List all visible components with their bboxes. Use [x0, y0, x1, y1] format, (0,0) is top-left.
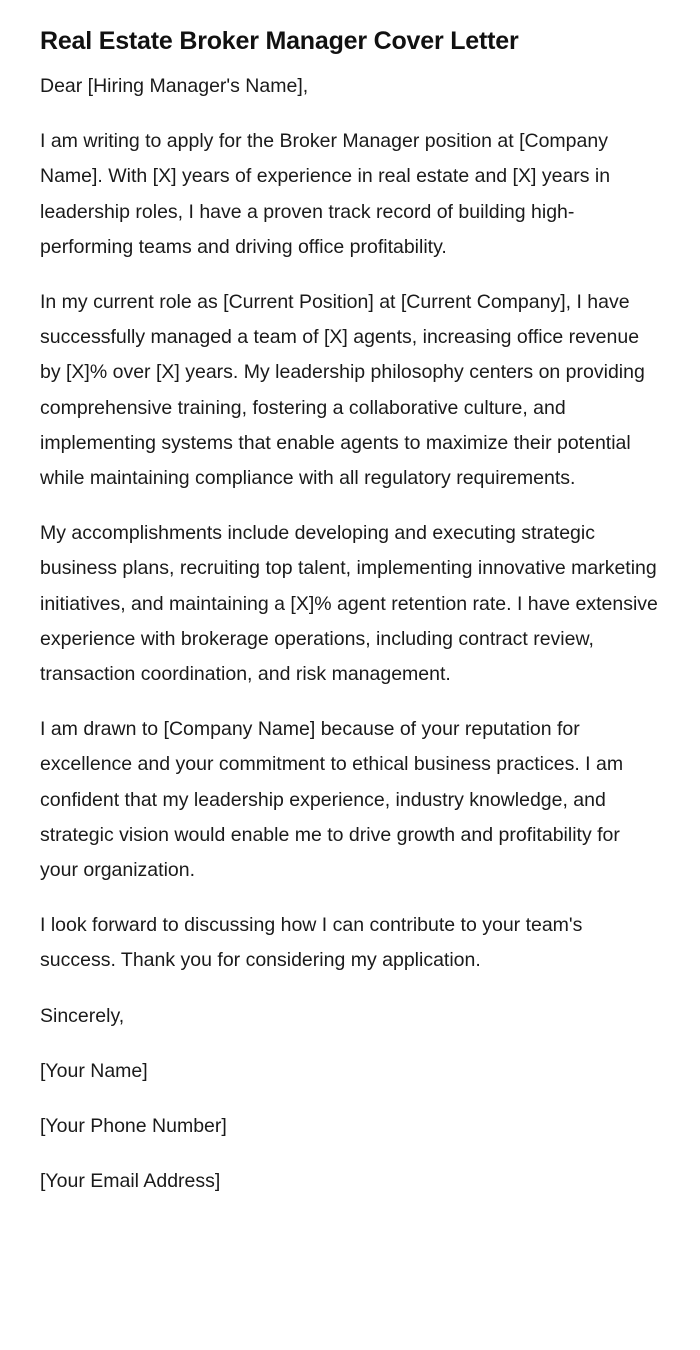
page-title: Real Estate Broker Manager Cover Letter [40, 27, 519, 55]
closing: Sincerely, [40, 1004, 125, 1027]
signature-phone: [Your Phone Number] [40, 1115, 227, 1138]
paragraph-motivation: I am drawn to [Company Name] because of your reputation for excellence and your commitment to ethical business practices. I am confident that my leadership experience, industry knowledge, and strategic vision would enable me to drive growth and profitability for your organization. [40, 718, 624, 882]
signature-email: [Your Email Address] [40, 1170, 221, 1193]
paragraph-closing-remarks: I look forward to discussing how I can contribute to your team's success. Thank you for considering my application. [40, 914, 583, 972]
paragraph-current-role: In my current role as [Current Position] at [Current Company], I have successfully managed a team of [X] agents, increasing office revenue by [X]% over [X] years. My leadership philosophy centers on providing comprehensive training, fostering a collaborative culture, and implementing systems that enable agents to maximize their potential while maintaining compliance with all regulatory requirements. [40, 291, 645, 490]
paragraph-intro: I am writing to apply for the Broker Manager position at [Company Name]. With [X] years of experience in real estate and [X] years in leadership roles, I have a proven track record of building high-performing teams and driving office profitability. [40, 130, 611, 258]
signature-name: [Your Name] [40, 1059, 148, 1082]
paragraph-accomplishments: My accomplishments include developing and executing strategic business plans, recruiting top talent, implementing innovative marketing initiatives, and maintaining a [X]% agent retention rate. I have extensive experience with brokerage operations, including contract review, transaction coordination, and risk management. [40, 522, 658, 686]
greeting: Dear [Hiring Manager's Name], [40, 75, 309, 97]
